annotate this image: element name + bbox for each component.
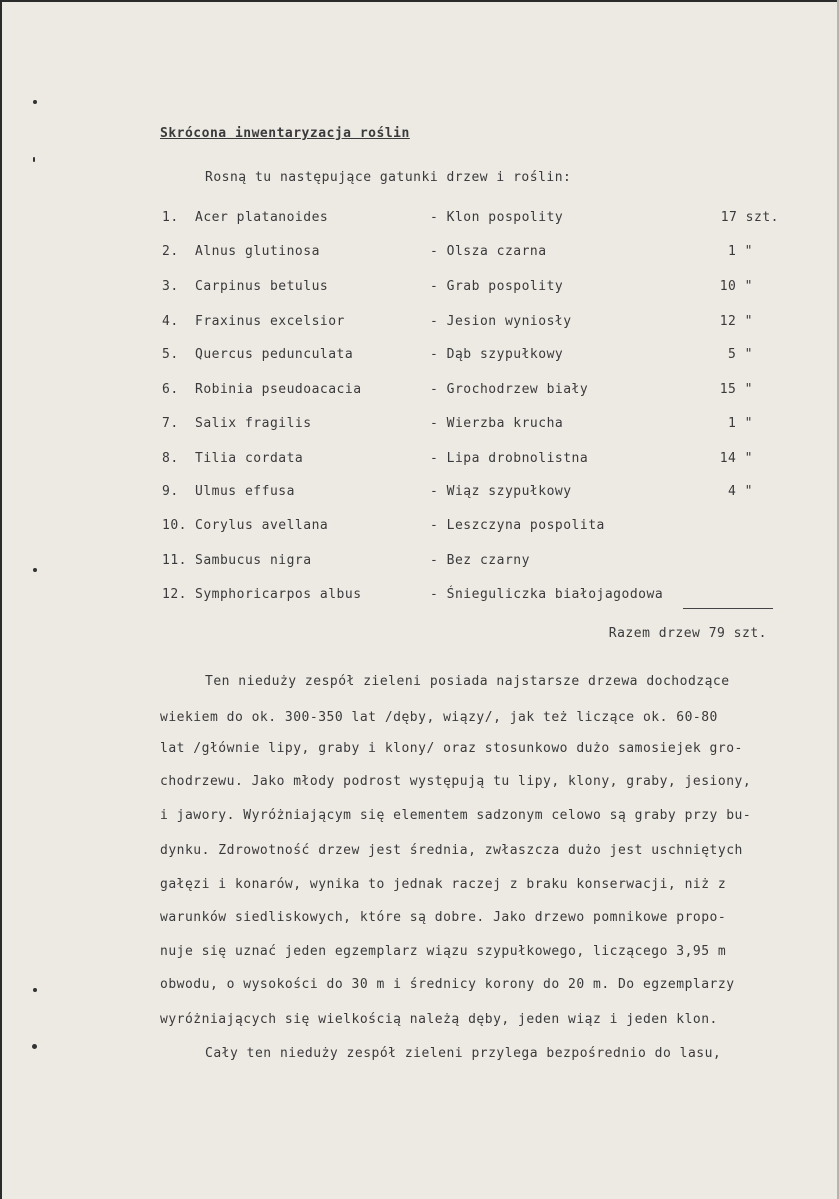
tree-count: 15 ": [719, 382, 753, 397]
polish-name: - Grochodrzew biały: [430, 382, 589, 397]
polish-name: - Bez czarny: [430, 553, 530, 568]
row-number: 10.: [162, 518, 187, 533]
species-row: [0, 518, 839, 540]
polish-name: - Klon pospolity: [430, 210, 564, 225]
species-row: [0, 484, 839, 506]
latin-name: Symphoricarpos albus: [195, 587, 362, 602]
total-line: Razem drzew 79 szt.: [608, 626, 767, 641]
species-row: [0, 347, 839, 369]
row-number: 6.: [162, 382, 179, 397]
polish-name: - Jesion wyniosły: [430, 314, 572, 329]
row-number: 5.: [162, 347, 179, 362]
row-number: 1.: [162, 210, 179, 225]
paragraph-line: Cały ten nieduży zespół zieleni przylega bezpośrednio do lasu,: [205, 1046, 722, 1061]
paragraph-line: wiekiem do ok. 300-350 lat /dęby, wiązy/, jak też liczące ok. 60-80: [160, 710, 718, 725]
latin-name: Tilia cordata: [195, 451, 304, 466]
margin-dot: [33, 988, 37, 992]
paragraph-line: nuje się uznać jeden egzemplarz wiązu szypułkowego, liczącego 3,95 m: [160, 944, 727, 959]
intro-line: Rosną tu następujące gatunki drzew i roślin:: [205, 170, 572, 185]
row-number: 2.: [162, 244, 179, 259]
paragraph-line: obwodu, o wysokości do 30 m i średnicy korony do 20 m. Do egzemplarzy: [160, 977, 735, 992]
latin-name: Alnus glutinosa: [195, 244, 320, 259]
tree-count: 1 ": [728, 244, 753, 259]
paragraph-line: dynku. Zdrowotność drzew jest średnia, zwłaszcza dużo jest uschniętych: [160, 843, 743, 858]
row-number: 7.: [162, 416, 179, 431]
tree-count: 10 ": [719, 279, 753, 294]
total-underline: [683, 608, 773, 609]
polish-name: - Lipa drobnolistna: [430, 451, 589, 466]
latin-name: Sambucus nigra: [195, 553, 312, 568]
species-row: [0, 416, 839, 438]
paragraph-line: chodrzewu. Jako młody podrost występują tu lipy, klony, graby, jesiony,: [160, 774, 752, 789]
latin-name: Carpinus betulus: [195, 279, 329, 294]
species-row: [0, 587, 839, 609]
latin-name: Fraxinus excelsior: [195, 314, 345, 329]
latin-name: Salix fragilis: [195, 416, 312, 431]
document-title: Skrócona inwentaryzacja roślin: [160, 126, 410, 141]
row-number: 11.: [162, 553, 187, 568]
latin-name: Acer platanoides: [195, 210, 329, 225]
tree-count: 17 szt.: [720, 210, 779, 225]
species-row: [0, 210, 839, 232]
tree-count: 14 ": [719, 451, 753, 466]
species-row: [0, 279, 839, 301]
species-row: [0, 553, 839, 575]
polish-name: - Leszczyna pospolita: [430, 518, 605, 533]
paragraph-line: i jawory. Wyróżniającym się elementem sadzonym celowo są graby przy bu-: [160, 808, 752, 823]
tree-count: 1 ": [728, 416, 753, 431]
row-number: 9.: [162, 484, 179, 499]
latin-name: Corylus avellana: [195, 518, 329, 533]
latin-name: Quercus pedunculata: [195, 347, 354, 362]
polish-name: - Dąb szypułkowy: [430, 347, 564, 362]
polish-name: - Olsza czarna: [430, 244, 547, 259]
paragraph-line: gałęzi i konarów, wynika to jednak raczej z braku konserwacji, niż z: [160, 877, 727, 892]
paragraph-line: Ten niedużу zespół zieleni posiada najstarsze drzewa dochodzące: [205, 674, 730, 689]
paragraph-line: warunków siedliskowych, które są dobre. Jako drzewo pomnikowe propo-: [160, 910, 727, 925]
paragraph-line: wyróżniających się wielkością należą dęby, jeden wiąz i jeden klon.: [160, 1012, 718, 1027]
row-number: 12.: [162, 587, 187, 602]
margin-dot: [32, 1044, 37, 1049]
margin-dot: [33, 100, 37, 104]
species-row: [0, 314, 839, 336]
tree-count: 4 ": [728, 484, 753, 499]
tree-count: 12 ": [719, 314, 753, 329]
polish-name: - Śnieguliczka białojagodowa: [430, 587, 664, 602]
polish-name: - Wiąz szypułkowy: [430, 484, 572, 499]
row-number: 4.: [162, 314, 179, 329]
row-number: 8.: [162, 451, 179, 466]
latin-name: Robinia pseudoacacia: [195, 382, 362, 397]
row-number: 3.: [162, 279, 179, 294]
latin-name: Ulmus effusa: [195, 484, 295, 499]
margin-dot: [33, 157, 35, 162]
species-row: [0, 451, 839, 473]
polish-name: - Grab pospolity: [430, 279, 564, 294]
species-row: [0, 244, 839, 266]
species-row: [0, 382, 839, 404]
paragraph-line: lat /głównie lipy, graby i klony/ oraz stosunkowo dużo samosiejek gro-: [160, 741, 743, 756]
polish-name: - Wierzba krucha: [430, 416, 564, 431]
tree-count: 5 ": [728, 347, 753, 362]
